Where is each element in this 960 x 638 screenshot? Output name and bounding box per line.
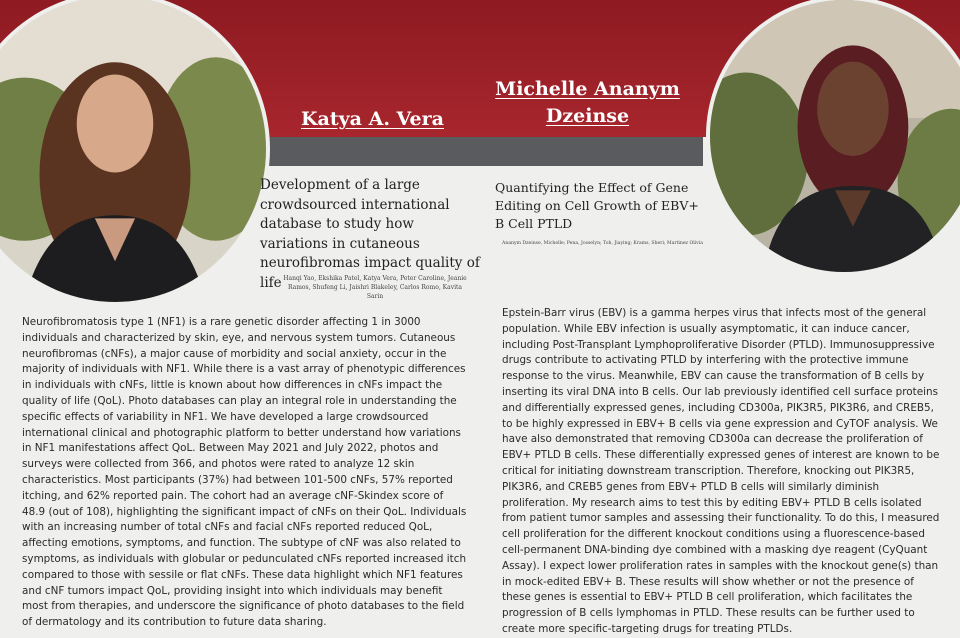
divider-bar	[262, 137, 703, 166]
authors-left: Hanqi Yao, Ekshika Patel, Katya Vera, Peter Caroline, Jeanie Ramos, Shufeng Li, Jaishri Blakeley, Carlos Romo, Kavita Sarin	[283, 275, 467, 300]
portrait-left	[0, 0, 270, 306]
project-title-right: Quantifying the Effect of Gene Editing on Cell Growth of EBV+ B Cell PTLD	[495, 180, 699, 231]
project-title-left: Development of a large crowdsourced international database to study how variations in cutaneous neurofibromas impact quality of life	[260, 177, 480, 291]
presenter-name-right: Michelle Ananym Dzeinse	[495, 78, 680, 127]
abstract-left: Neurofibromatosis type 1 (NF1) is a rare genetic disorder affecting 1 in 3000 individuals and characterized by skin, eye, and nervous system tumors. Cutaneous neurofibromas (cNFs), a major cause of morbidity and social anxiety, occur in the majority of individuals with NF1. While there is a vast array of phenotypic differences in individuals with cNFs, little is known about how differences in cNFs impact the quality of life (QoL). Photo databases can play an integral role in understanding the specific effects of variability in NF1. We have developed a large crowdsourced international clinical and photographic platform to better understand how variations in NF1 manifestations affect QoL. Between May 2021 and July 2022, photos and surveys were collected from 366, and photos were rated to analyze 12 skin characteristics. Most participants (37%) had between 101-500 cNFs, 57% reported itching, and 62% reported pain. The cohort had an average cNF-Skindex score of 48.9 (out of 108), highlighting the significant impact of cNFs on their QoL. Individuals with an increasing number of total cNFs and facial cNFs reported reduced QoL, affecting emotions, symptoms, and function. The subtype of cNF was also related to symptoms, as individuals with globular or pedunculated cNFs reported increased itch compared to those with sessile or flat cNFs. These data highlight which NF1 features and cNF tumors impact QoL, providing insight into which individuals may benefit most from therapies, and underscore the significance of photo databases to the field of dermatology and its contribution to future data sharing.	[22, 316, 467, 629]
authors-right: Ananym Dzeinse, Michelle; Pena, Josselyn; Toh, Jiaying; Krams, Sheri; Martinez Olivia	[502, 241, 703, 246]
abstract-right: Epstein-Barr virus (EBV) is a gamma herpes virus that infects most of the general population. While EBV infection is usually asymptomatic, it can induce cancer, including Post-Transplant Lymphoproliferative Disorder (PTLD). Immunosuppressive drugs contribute to activating PTLD by interfering with the protective immune response to the virus. Meanwhile, EBV can cause the transformation of B cells by inserting its viral DNA into B cells. Our lab previously identified cell surface proteins and differentially expressed genes, including CD300a, PIK3R5, PIK3R6, and CREB5, to be highly expressed in EBV+ B cells via gene expression and CyTOF analysis. We have also demonstrated that removing CD300a can decrease the proliferation of EBV+ PTLD B cells. These differentially expressed genes of interest are known to be critical for initiating downstream transcription. Therefore, knocking out PIK3R5, PIK3R6, and CREB5 genes from EBV+ PTLD B cells will similarly diminish proliferation. My research aims to test this by editing EBV+ PTLD B cells isolated from patient tumor samples and assessing their functionality. To do this, I measured cell proliferation for the different knockout conditions using a fluorescence-based cell-permanent DNA-binding dye combined with a masking dye reagent (CyQuant Assay). I expect lower proliferation rates in samples with the knockout gene(s) than in mock-edited EBV+ B. These results will show whether or not the presence of these genes is essential to EBV+ PTLD B cell proliferation, which facilitates the progression of B cells lymphomas in PTLD. These results can be further used to create more specific-targeting drugs for treating PTLDs.	[502, 307, 940, 635]
presenter-name-left: Katya A. Vera	[301, 108, 444, 130]
portrait-right	[706, 0, 960, 276]
